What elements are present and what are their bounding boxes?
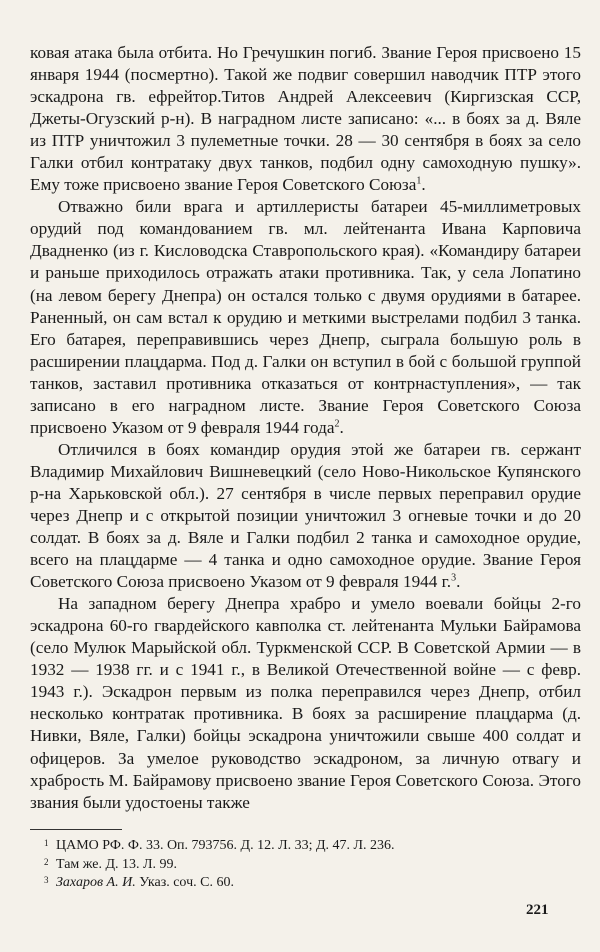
paragraph — [30, 196, 581, 439]
footnote-number: 1 — [44, 838, 49, 848]
paragraph — [30, 593, 581, 813]
paragraph-text: . — [421, 175, 426, 195]
paragraph-text: Отважно били врага и артиллеристы батареи 45-миллиметровых орудий под командованием гв. мл. лейтенанта Ивана Карповича Двадненко (из г. Кисловодска Ставропольского края). «Командиру батареи и раньше приходилось отражать атаки противника. Так, у села Лопатино (на левом берегу Днепра) он остался только с двумя орудиями в батарее. Раненный, он сам встал к орудию и меткими выстрелами подбил 3 танка. Его батарея, переправившись через Днепр, сыграла большую роль в расширении плацдарма. Под д. Галки он вступил в бой с большой группой танков, заставил противника отказаться от контрнаступления», — так записано в его наградном листе. Звание Героя Советского Союза присвоено Указом от 9 февраля 1944 года — [30, 197, 581, 437]
paragraph-text: ковая атака была отбита. Но Гречушкин погиб. Звание Героя присвоено 15 января 1944 (посмертно). Такой же подвиг совершил наводчик ПТР этого эскадрона гв. ефрейтор.Титов Андрей Алексеевич (Киргизская ССР, Джеты-Огузский р-н). В наградном листе записано: «... в боях за д. Вяле из ПТР уничтожил 3 пулеметные точки. 28 — 30 сентября в боях за село Галки отбил контратаку двух танков, подбил одну самоходную пушку». Ему тоже присвоено звание Героя Советского Союза — [30, 43, 581, 195]
paragraph-text: . — [339, 417, 344, 437]
footnote-text: Там же. Д. 13. Л. 99. — [56, 856, 178, 872]
paragraph — [30, 42, 581, 196]
footnotes — [44, 837, 576, 893]
footnote-divider — [30, 829, 122, 830]
footnote-ref: 2 — [334, 418, 340, 430]
footnote-text: Указ. соч. С. 60. — [135, 875, 234, 890]
footnote-number: 3 — [44, 875, 49, 885]
paragraph-text: Отличился в боях командир орудия этой же батареи гв. сержант Владимир Михайлович Вишневецкий (село Ново-Никольское Купянского р-на Харьковской обл.). 27 сентября в числе первых переправил орудие через Днепр и с открытой позиции уничтожил 3 огневые точки и до 20 солдат. В боях за д. Вяле и Галки подбил 2 танка и самоходное орудие, всего на плацдарме — 4 танка и одно самоходное орудие. Звание Героя Советского Союза присвоено Указом от 9 февраля 1944 г. — [30, 439, 581, 592]
footnote-2 — [44, 856, 576, 875]
paragraph-text: . — [456, 572, 461, 592]
footnote-1 — [44, 837, 576, 856]
footnote-text: ЦАМО РФ. Ф. 33. Оп. 793756. Д. 12. Л. 33; Д. 47. Л. 236. — [56, 838, 395, 853]
footnote-3 — [44, 874, 576, 893]
footnote-number: 2 — [44, 856, 49, 867]
footnote-ref: 1 — [416, 175, 422, 187]
paragraph-text: На западном берегу Днепра храбро и умело воевали бойцы 2-го эскадрона 60-го гвардейского кавполка ст. лейтенанта Мульки Байрамова (село Мулюк Марыйской обл. Туркменской ССР. В Советской Армии — в 1932 — 1938 гг. и с 1941 г., в Великой Отечественной войне — с февр. 1943 г.). Эскадрон первым из полка переправился через Днепр, отбил несколько контратак противника. В боях за расширение плацдарма (д. Нивки, Вяле, Галки) бойцы эскадрона уничтожили свыше 400 солдат и офицеров. За умелое руководство эскадроном, за личную отвагу и храбрость М. Байрамову присвоено звание Героя Советского Союза. Этого звания были удостоены также — [30, 594, 581, 812]
body-text — [30, 42, 581, 814]
footnote-author: Захаров А. И. — [56, 875, 136, 890]
page-number: 221 — [526, 902, 549, 918]
footnote-ref: 3 — [451, 572, 457, 584]
paragraph — [30, 439, 581, 593]
